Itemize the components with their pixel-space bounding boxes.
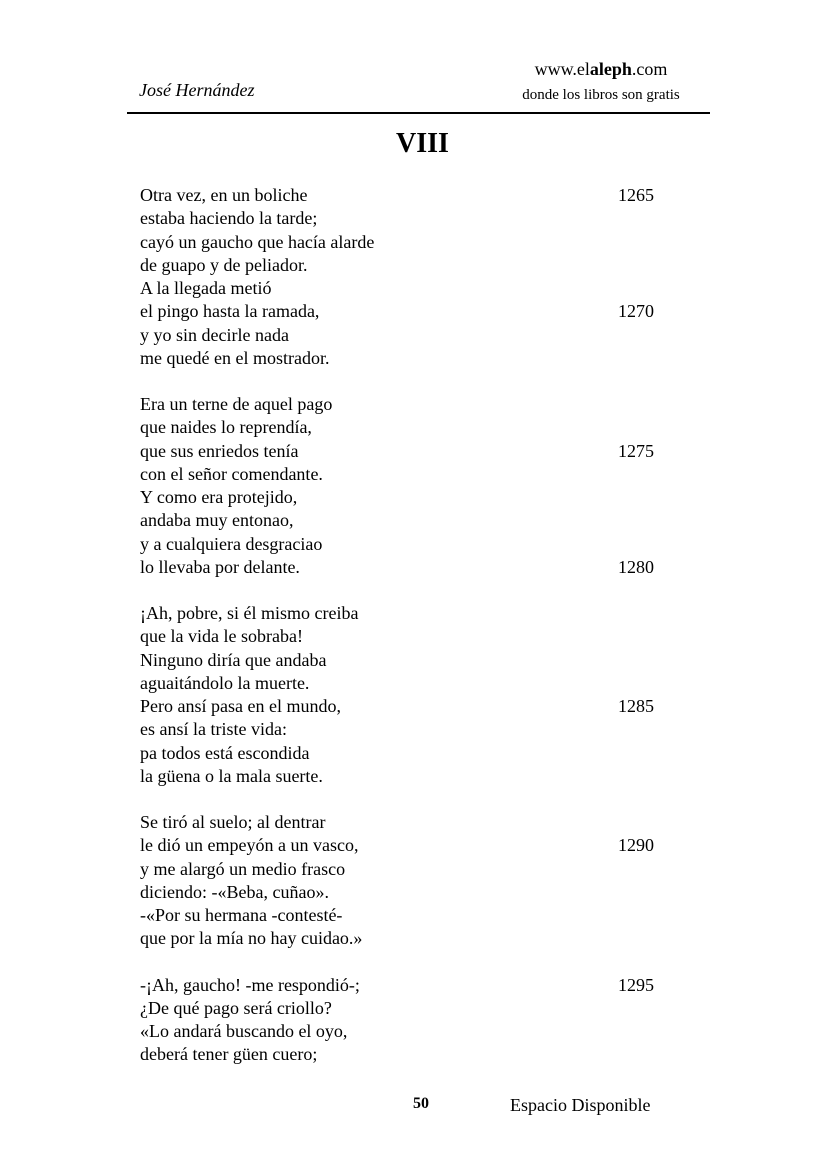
verse-line xyxy=(140,277,660,300)
page-number: 50 xyxy=(413,1095,429,1112)
verse-text: que por la mía no hay cuidao.» xyxy=(140,928,363,949)
verse-text: ¡Ah, pobre, si él mismo creiba xyxy=(140,603,359,623)
verse-text: Otra vez, en un boliche xyxy=(140,185,308,205)
verse-line xyxy=(140,347,660,370)
stanza xyxy=(140,393,660,579)
line-number: 1285 xyxy=(618,696,654,716)
verse-text: Era un terne de aquel pago xyxy=(140,394,333,414)
verse-line xyxy=(140,300,660,323)
verse-text: cayó un gaucho que hacía alarde xyxy=(140,231,375,252)
verse-text: Pero ansí pasa en el mundo, xyxy=(140,696,341,716)
site-branding xyxy=(508,58,694,106)
verse-text: «Lo andará buscando el oyo, xyxy=(140,1021,348,1041)
verse-text: pa todos está escondida xyxy=(140,742,310,763)
verse-text: que la vida le sobraba! xyxy=(140,626,303,647)
verse-line xyxy=(140,672,660,695)
verse-line xyxy=(140,393,660,416)
verse-line xyxy=(140,858,660,881)
line-number: 1270 xyxy=(618,301,654,322)
verse-line xyxy=(140,416,660,439)
verse-text: -¡Ah, gaucho! -me respondió-; xyxy=(140,974,360,995)
verse-line xyxy=(140,881,660,904)
verse-text: y yo sin decirle nada xyxy=(140,324,289,345)
verse-text: deberá tener güen cuero; xyxy=(140,1044,318,1065)
line-number: 1295 xyxy=(618,974,654,995)
line-number: 1265 xyxy=(618,185,654,205)
line-number: 1275 xyxy=(618,440,654,461)
chapter-title: VIII xyxy=(396,128,449,159)
verse-text: y a cualquiera desgraciao xyxy=(140,533,323,554)
site-url-suffix: .com xyxy=(631,59,668,79)
verse-line xyxy=(140,834,660,857)
verse-line xyxy=(140,718,660,741)
verse-line xyxy=(140,254,660,277)
footer-note: Espacio Disponible xyxy=(510,1095,651,1115)
verse-line xyxy=(140,463,660,486)
verse-text: Se tiró al suelo; al dentrar xyxy=(140,812,326,832)
stanza xyxy=(140,811,660,951)
verse-line xyxy=(140,324,660,347)
verse-text: -«Por su hermana -contesté- xyxy=(140,905,343,925)
verse-line xyxy=(140,742,660,765)
verse-text: que naides lo reprendía, xyxy=(140,417,312,438)
stanza xyxy=(140,184,660,370)
site-url[interactable] xyxy=(508,58,694,80)
verse-line xyxy=(140,695,660,718)
verse-text: le dió un empeyón a un vasco, xyxy=(140,835,359,856)
verse-line xyxy=(140,231,660,254)
verse-line xyxy=(140,927,660,950)
verse-text: A la llegada metió xyxy=(140,278,272,298)
verse-line xyxy=(140,207,660,230)
verse-line xyxy=(140,602,660,625)
verse-text: la güena o la mala suerte. xyxy=(140,765,323,786)
verse-line xyxy=(140,1020,660,1043)
verse-text: de guapo y de peliador. xyxy=(140,254,308,275)
line-number: 1280 xyxy=(618,556,654,577)
header-divider xyxy=(127,112,710,114)
site-url-bold: aleph xyxy=(589,59,632,79)
verse-line xyxy=(140,486,660,509)
verse-text: diciendo: -«Beba, cuñao». xyxy=(140,881,329,902)
author-name: José Hernández xyxy=(139,80,255,100)
stanza xyxy=(140,602,660,788)
site-tagline: donde los libros son gratis xyxy=(522,87,680,103)
verse-line xyxy=(140,997,660,1020)
verse-text: el pingo hasta la ramada, xyxy=(140,301,320,322)
verse-line xyxy=(140,509,660,532)
poem-body xyxy=(140,184,660,1090)
stanza xyxy=(140,974,660,1067)
verse-line xyxy=(140,556,660,579)
site-url-prefix: www.el xyxy=(534,59,590,79)
line-number: 1290 xyxy=(618,835,654,856)
verse-line xyxy=(140,533,660,556)
verse-text: andaba muy entonao, xyxy=(140,510,294,531)
verse-text: que sus enriedos tenía xyxy=(140,440,299,461)
verse-text: me quedé en el mostrador. xyxy=(140,347,330,368)
verse-line xyxy=(140,904,660,927)
verse-text: aguaitándolo la muerte. xyxy=(140,672,310,693)
verse-line xyxy=(140,1043,660,1066)
verse-line xyxy=(140,765,660,788)
verse-text: con el señor comendante. xyxy=(140,463,323,484)
verse-text: Y como era protejido, xyxy=(140,487,298,507)
verse-text: y me alargó un medio frasco xyxy=(140,858,346,879)
verse-line xyxy=(140,440,660,463)
verse-line xyxy=(140,649,660,672)
verse-line xyxy=(140,184,660,207)
verse-line xyxy=(140,625,660,648)
verse-text: lo llevaba por delante. xyxy=(140,556,300,577)
verse-text: estaba haciendo la tarde; xyxy=(140,208,318,229)
verse-line xyxy=(140,811,660,834)
verse-text: Ninguno diría que andaba xyxy=(140,649,327,670)
verse-text: es ansí la triste vida: xyxy=(140,719,287,740)
verse-text: ¿De qué pago será criollo? xyxy=(140,997,332,1018)
verse-line xyxy=(140,974,660,997)
